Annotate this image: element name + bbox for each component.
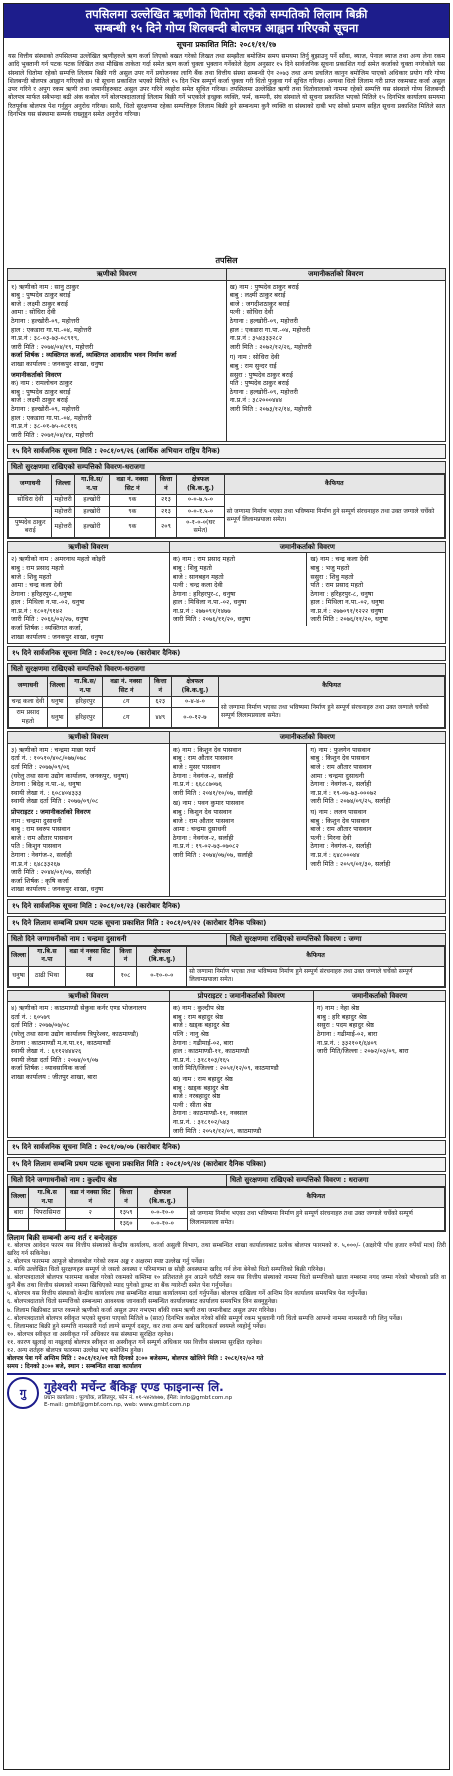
col-header: कैफियत: [224, 475, 444, 495]
detail-line: पति : राम प्रसाद महतो: [310, 581, 364, 590]
case-1-guarantor: [227, 269, 446, 441]
table-cell: ०-०-१०-०: [137, 1207, 187, 1218]
detail-line: घ) नाम : ललन पासवान: [310, 808, 367, 817]
detail-line: क) नाम : किशुन देव पासवान: [172, 745, 242, 754]
property-table-3: [7, 933, 446, 988]
detail-line: आमा : चन्द्रमा दुसाधनी: [310, 771, 364, 780]
terms-title: लिलाम बिक्री सम्बन्धी अन्य शर्त र बन्देजहरु: [7, 1233, 118, 1242]
detail-line: ना.प्र.नं : ३५४३३३२८२: [229, 334, 283, 343]
detail-line: दर्ता मिति : २०७७/०९/०६: [11, 763, 70, 772]
terms-item: २. बोलपत्र फारममा आफूले बोलकबोल गरेको रकम अङ्क र अक्षरमा स्पष्ट उल्लेख गर्नु पर्नेछ।: [7, 1258, 205, 1265]
col-header: गा.वि.स/न.पा: [74, 475, 109, 495]
detail-line: ख) नाम : चन्द्र कला देवी: [310, 555, 369, 564]
table-cell: २: [66, 1207, 115, 1218]
table-row: [9, 966, 445, 986]
col-header: वडा नं नक्सा सिट नं: [66, 1188, 115, 1208]
guarantor-heading: जमानीकर्ताको विवरण: [314, 991, 445, 1003]
case-4-borrower: [8, 991, 170, 1138]
property-table-title: धितो सुरक्षणमा राखिएको सम्पत्तिको विवरण-धराजगा: [8, 462, 445, 474]
header-line-2: सम्बन्धी १५ दिने गोप्य शिलबन्दी बोलपत्र आह्वान गरिएको सूचना: [94, 21, 359, 35]
detail-line: जारी मिति : २०६६/०२/२७, धनुषा: [11, 615, 89, 624]
detail-line: कर्जा शिर्षक : व्यक्तिगत कर्जा,: [11, 624, 83, 633]
case-3-guarantors: [170, 732, 445, 896]
table-cell: २१३: [155, 506, 177, 517]
detail-line: ना.प्र.नं : २७७०९१/१२२२ धनुषा: [310, 606, 384, 615]
col-header: कित्ता नं: [114, 946, 137, 966]
col-header: गा.बि.स/न.पा: [67, 677, 103, 697]
detail-line: हाल : एकडारा गा.पा.-०४, महोत्तरी: [229, 325, 311, 334]
detail-line: पत्नी : सीता श्रेष्ठ: [172, 1100, 212, 1109]
detail-line: ना.प्र.नं : ६४८०००४४: [310, 851, 360, 859]
table-cell: ०-०-१२-७: [171, 708, 218, 728]
table-cell: ९क: [110, 517, 155, 537]
detail-line: बाबु : किशुन देव पासवान: [310, 816, 370, 825]
detail-line: ठेगाना : नेवगंज-२, सर्लाही: [11, 851, 72, 859]
detail-line: बाजे : मुसर पासवान: [172, 763, 221, 772]
detail-line: ख) नाम : राम बहादुर श्रेष्ठ: [172, 1074, 233, 1083]
table-cell: ४४९: [149, 708, 171, 728]
terms-item: १२. अन्य शर्तहरु बोलपत्र फारममा उल्लेख भए बमोजिम हुनेछ।: [7, 1347, 144, 1355]
detail-line: ४) ऋणीको नाम : काठमाण्डौ सेकुवा कर्नर एण्ड भोजनालय: [11, 1004, 147, 1013]
detail-line: हाल : काठमाण्डौ-११, काठमाण्डौ: [172, 1047, 250, 1056]
detail-line: दर्ता नं. : ६०५७९: [11, 1012, 51, 1021]
detail-line: ठेगाना : नेवगंज-२, सर्लाही: [310, 780, 372, 789]
borrower-heading: ऋणीको विवरण: [8, 991, 169, 1003]
detail-line: बाजे : लक्ष्मी ठाकुर बराई: [11, 299, 68, 308]
detail-line: ससुरा : पदम बहादुर श्रेष्ठ: [316, 1021, 374, 1030]
detail-line: ख) नाम : पवन कुमार पासवान: [172, 799, 244, 808]
terms-item: ६. बोलपत्रदाताले धितो सम्पत्तिको सम्बन्धमा आवश्यक जानकारी सम्बन्धित कार्यालयबाट कार्यालय समयभित्र लिन सक्नुहुनेछ।: [7, 1298, 278, 1306]
detail-line: जारी मिति : २०४१/१०/०७, सर्लाही: [172, 788, 253, 797]
detail-line: ना.प्र.नं : ६६८८७०७६: [172, 780, 222, 789]
terms-item: ३. माथि उल्लेखित धितो सुरक्षणहरु सम्पूर्ण जे जस्तो अवस्था र परिमाणमा छ सोही अवस्थामा खरिद गर्न लेना बेनेको धितो सम्पत्तिको बिक्री गरिनेछ।: [7, 1266, 326, 1274]
col-header: क्षेत्रफल (बि.क.धु.): [137, 1188, 187, 1208]
intro-paragraph: यस वित्तीय संस्थाको तपसिलमा उल्लेखित ऋणीहरुले ऋण कर्जा लिएको बखत गरेको लिखत तथा सम्झौता बमोजिम समय समयमा तिर्नु बुझाउनु पर्ने साँवा, ब्याज, पेनाल ब्याज तथा अन्य लेना रकम आदि भुक्तानी गर्न पटक पटक लिखित तथा मौखिक ताकेता गर्दा समेत ऋण कर्जा चुक्ता भुक्तान गर्नेकोले देहाय अनुसार १५ दिने सार्वजनिक सूचना प्रकाशित गर्दा समेत कर्जाको चुक्ता नगरेकोले यस संस्थाले धितोमा रहेको सम्पत्ति लिलाम बिक्री गरी असुल उपर गर्ने प्रयोजनका लागि बैंक तथा वित्तीय संस्था सम्बन्धी ऐन २०७३ तथा अन्य प्रचलित कानुन बमोजिम पाएको अधिकार प्रयोग गरि गोप्य शिलबन्दी बोलपत्र आह्वान गरिएको छ। यो सूचना प्रकाशित भएको मितिले १५ दिन भित्र सम्पूर्ण कर्जा चुक्ता गरी धितो फुकुवा गर्न सूचित गरिन्छ। अन्यथा धितो लिलाम गरी प्राप्त रकमबाट कर्जा असुल उपर गरिने र अपुग रकम ऋणी तथा जमानीहरुबाट असुल उपर गरिने व्यहोरा समेत सूचित गरिन्छ। तपसिलमा उल्लेखित ऋणी तथा धितोवालाको नाममा रहेको सम्पत्ति यस संस्थाले गोप्य शिलबन्दी बोलपत्र मार्फत सबैभन्दा बढी अंक कबोल गर्ने बोलपत्रदातालाई लिलाम बिक्री गर्ने भएकोले इच्छुक व्यक्ति, फर्म, कम्पनी, संघ संस्थाले यो सूचना प्रकाशित भएको मितिले १५ दिनभित्र कार्यालय समयमा रितपूर्वक बोलपत्र पेश गर्नुहुन अनुरोध गरिन्छ। साथै, धितो सुरक्षणमा रहेका सम्पत्तिहरु लिलाम बिक्री हुने सम्बन्धमा कुनै व्यक्ति वा संस्थाको दाबी भए सोको प्रमाण सहित सूचना प्रकाशित मितिले सात दिनभित्र यस संस्थामा सम्पर्क राख्नुहुन समेत अनुरोध गरिन्छ।: [8, 53, 445, 119]
detail-line: हाल : मिथिला न.पा.-०२, धनुषा: [172, 598, 247, 607]
col-header: वडा नं नक्सा सिट नं: [65, 946, 114, 966]
case-1-block: [7, 268, 446, 442]
company-address: प्रधान कार्यालय : पुल्चोक, ललितपुर, फोन नं. ०१-५४२४७७७, ईमेल: info@gmbf.com.np: [44, 1394, 233, 1401]
guarantor-heading: जमानीकर्ताको विवरण: [170, 732, 445, 744]
remark-cell: सो जग्गामा निर्माण भएका तथा भविष्यमा निर्माण हुने सम्पूर्ण संरचनाहरु तथा उक्त जग्गाले चर्चेको सम्पूर्ण लिलामप्रयाला समेत।: [224, 495, 444, 538]
detail-line: हाल : एकडारा गा.पा.-०४, महोत्तरी: [11, 325, 92, 334]
detail-line: आमा : चन्द्रमा दुसाधनी: [172, 825, 227, 834]
detail-line: बाजे : नरबहादुर श्रेष्ठ: [172, 1092, 221, 1101]
table-cell: हल्खोरी: [74, 495, 109, 506]
remark-cell: सो जग्गामा निर्माण भएका तथा भविष्यमा निर्माण हुने सम्पूर्ण संरचनाहरु तथा उक्त जग्गाले चर्चेको सम्पूर्ण लिलामप्रयाला समेत।: [187, 1207, 444, 1230]
terms-item: १. बोलपत्र आवेदन फारम यस वित्तीय संस्थाको केन्द्रीय कार्यालय, कर्जा असुली विभाग, तथा सम्बन्धित शाखा कार्यालयबाट प्रत्येक बोलपत्र फारमको रु. ५,०००/- (अक्षरेपी पाँच हजार रुपैयाँ मात्र) तिरी खरिद गर्न सकिनेछ।: [7, 1241, 446, 1257]
detail-line: कर्जा शिर्षक : व्यावसायिक कर्जा: [11, 1064, 86, 1073]
detail-line: क) नाम : कुल्दीप श्रेष्ठ: [172, 1004, 225, 1013]
submission-place: समय : दिनको ३:०० बजे, स्थान : सम्बन्धित शाखा कार्यालय: [7, 1363, 142, 1371]
notice-3b: १५ दिने लिलाम सम्बन्धि प्रथम पटक सूचना प्रकाशित मिति : २०८१/०९/२२ (कारोबार दैनिक पत्रिका): [7, 916, 446, 931]
detail-line: बाबु : शिवु महतो: [172, 563, 212, 572]
table-cell: हल्खोरी: [74, 506, 109, 517]
detail-line: आमा : सोधिरा देवी: [11, 308, 56, 317]
detail-line: बाबु : पुष्पदेव ठाकुर बराई: [11, 291, 71, 300]
terms-item: ८. बोलपत्रदाताले बोलपत्र स्वीकृत भएको सूचना पाएको मितिले ७ (सात) दिनभित्र कबोल गरेको बाँकी सम्पूर्ण रकम भुक्तानी गरी धितो सम्पत्ति आफ्नो नाममा नामसारी गरी लिनु पर्नेछ।: [7, 1314, 403, 1322]
detail-line: बाबु : राम सुन्दर राई: [229, 361, 277, 370]
detail-line: ना.प्र.नं : १८०१/९१४२: [11, 606, 63, 615]
detail-line: क) नाम : राम प्रसाद महतो: [172, 555, 236, 564]
col-header: क्षेत्रफल (बि.क.धु.): [177, 475, 224, 495]
detail-line: ना.प्र.नं : ३८२०००४४४: [229, 396, 283, 405]
detail-line: जारी मिति : २०७६/११/२०, धनुषा: [172, 615, 251, 624]
col-header: गा.बि.स न.पा: [29, 946, 66, 966]
property-owner-title: धितो दिने जग्गाधनीको नाम : चन्द्रमा दुसाधनी: [8, 934, 227, 945]
table-cell: ८ग: [103, 708, 149, 728]
detail-line: ठेगाना : हल्खोरी-०९, महोत्तरी: [11, 404, 80, 413]
publish-date: सूचना प्रकाशित मिति: २०८१/११/१७: [176, 40, 277, 49]
table-cell: २१३: [155, 495, 177, 506]
table-cell: बारा: [9, 1207, 29, 1218]
detail-line: कर्जा शिर्षक : व्यक्तिगत कर्जा, व्यक्तिगत आवासीय भवन निर्माण कर्जा: [11, 351, 177, 360]
table-cell: स्ख: [65, 966, 114, 986]
table-cell: हरिहरपुर: [67, 697, 103, 708]
detail-line: बाबु : खड्क बहादुर श्रेष्ठ: [172, 1083, 229, 1092]
detail-line: ठेगाना : बिदेह न.पा.-४, धनुषा: [11, 780, 81, 789]
col-header: जग्गाधनी: [9, 677, 48, 697]
property-table-4: [7, 1174, 446, 1232]
guarantor-heading: जमानीकर्ताको विवरण: [170, 542, 445, 554]
detail-line: ना.प्र.नं : ६४८३३२६७: [11, 859, 61, 868]
table-cell: ८ग: [103, 697, 149, 708]
table-cell: पुष्पदेव ठाकुर बराई: [9, 517, 52, 537]
tafsil-heading: तपसिल: [215, 256, 238, 265]
col-header: जिल्ला: [9, 946, 29, 966]
detail-line: बाबु : पुष्पदेव ठाकुर बराई: [11, 387, 71, 396]
table-cell: [9, 506, 52, 517]
detail-line: ससुरा : शिवु महतो: [310, 572, 354, 581]
detail-line: ना.प्र.नं. : ३१८१०३/१६५: [172, 1055, 230, 1064]
detail-line: कर्जा शिर्षक : कृषि कर्जा: [11, 876, 69, 885]
detail-line: जारी मिति/जिल्ला : २०७२/०३/०९, बारा: [316, 1047, 409, 1056]
detail-line: ग) नाम : नेहा श्रेष्ठ: [316, 1004, 360, 1013]
detail-line: ठेगाना : हरिहरपुर-८,धनुषा: [11, 589, 72, 598]
detail-line: बाबु : राम स्वरुप पासवान: [11, 825, 71, 834]
detail-line: बाजे : शिवु महतो: [11, 572, 52, 581]
case-3-block: [7, 731, 446, 897]
detail-line: बाजे : राम औतार पासवान: [11, 833, 73, 842]
case-2-borrower: [8, 542, 170, 644]
table-cell: १०८: [114, 966, 137, 986]
detail-line: शाखा कार्यालय : जीतपुर शाखा, बारा: [11, 1072, 97, 1081]
detail-line: नाम : चन्द्रमा दुसाधनी: [11, 816, 62, 825]
detail-line: बाजे : राम औतार पासवान: [310, 763, 372, 772]
company-name: गुहेश्वरी मर्चेन्ट बैंकिङ्ग एण्ड फाइनान्स लि.: [44, 1379, 224, 1394]
detail-line: ससुरा : पुष्पदेव ठाकुर बराई: [229, 370, 293, 379]
detail-line: ठेगाना : गढीमाई-०२, बारा: [172, 1038, 234, 1047]
case-2-block: [7, 541, 446, 645]
detail-line: जारी मिति : २०७४/०९/२५, सर्लाही: [310, 797, 391, 806]
property-table-2: [7, 663, 446, 729]
notice-4a: १५ दिने सार्वजनिक सूचना मिति : २०८१/०७/०७ (कारोबार दैनिक): [7, 1140, 446, 1155]
detail-line: दर्ता मिति : २०७७/०७/०८: [11, 1021, 70, 1030]
detail-line: जारी मिति : २०७४/०४/१९, महोत्तरी: [11, 342, 94, 351]
col-header: वडा नं. नक्सा सिट नं: [110, 475, 155, 495]
case-3-guarantor-a: [170, 744, 308, 870]
detail-line: बाजे : राम औतार पासवान: [172, 816, 234, 825]
proprietor-heading: प्रोपराइटर : जमानीकर्ताको विवरण: [11, 808, 91, 817]
footer: [7, 1373, 446, 1409]
col-header: क्षेत्रफल (बि.क.धु.): [137, 946, 187, 966]
table-cell: [29, 1219, 66, 1230]
detail-line: ना.प्र.नं : ३८-०१-७५-०८११६: [11, 422, 78, 431]
table-cell: हरिहरपुर: [67, 708, 103, 728]
terms-item: ९. लिलामबाट बिक्री हुने सम्पत्ति नामसारी गर्दा लाग्ने सम्पूर्ण दस्तुर, कर तथा अन्य खर्च खरिदकर्ता स्वयम्ले व्यहोर्नु पर्नेछ।: [7, 1322, 266, 1330]
detail-line: हाल : मिथिला न.पा.-०२, धनुषा: [11, 598, 85, 607]
case-4-guarantor: [314, 991, 445, 1138]
detail-line: जारी मिति : २०७१/०४/१४, महोत्तरी: [11, 430, 94, 439]
detail-line: ठेगाना : काठमाण्डौं म.न.पा.११, काठमाण्डौं: [11, 1038, 111, 1047]
detail-line: बाबु : भजु महतो: [310, 563, 350, 572]
case-4-proprietor: [170, 991, 314, 1138]
table-cell: महोत्तरी: [52, 506, 74, 517]
detail-line: जारी मिति : २०७२/१२/२६, महोत्तरी: [229, 342, 312, 351]
table-cell: धनुषा: [9, 966, 29, 986]
case-3-borrower: [8, 732, 170, 896]
table-cell: ०-४-४-०: [171, 697, 218, 708]
detail-line: ठेगाना : गढीमाई-०२, बारा: [316, 1029, 378, 1038]
notice-page: [3, 3, 450, 1770]
detail-line: बाबु : राम बहादुर श्रेष्ठ: [172, 1012, 224, 1021]
terms-item: ४. बोलपत्रदाताले बोलपत्र फारममा कबोल गरेको रकमको कम्तिमा १० प्रतिशतले हुन आउने धरौटी रकम यस वित्तीय संस्थाको नाममा धितो सम्पत्तिको खाता नम्बरमा नगद जम्मा गरेको भौचरको प्रति वा कुनै बैंक तथा वित्तीय संस्थाको नाममा खिचिएको म्याद पुगेको ड्राफ्ट वा बैंक ग्यारेन्टी समेत पेश गर्नुपर्नेछ।: [7, 1274, 446, 1290]
detail-line: स्थायी लेखा दर्ता मिति : २०७४/०९/०७: [11, 1055, 99, 1064]
table-cell: धनुषा: [47, 708, 67, 728]
detail-line: जारी मिति : २०७३/१२/१४, महोत्तरी: [229, 404, 312, 413]
detail-line: ग) नाम : फुलगेन पासवान: [310, 745, 371, 754]
col-header: जिल्ला: [52, 475, 74, 495]
detail-line: जारी मिति/जिल्ला : २०५१/१२/०९, काठमाण्डौ: [172, 1064, 279, 1073]
company-logo-icon: गु: [7, 1377, 39, 1409]
table-row: [9, 697, 445, 708]
notice-1: १५ दिने सार्वजनिक सूचना मिति : २०८१/०९/२६ (आर्थिक अभियान राष्ट्रिय दैनिक): [7, 444, 446, 459]
property-table-title: धितो सुरक्षणमा राखिएको सम्पत्तिको विवरण : धराजगा: [230, 1176, 369, 1185]
detail-line: ना.प्र.नं : २७७०९१/१४७७: [172, 606, 231, 615]
detail-line: (घरेलु तथा साना उद्योग कार्यालय, जनकपुर, धनुषा): [11, 771, 129, 780]
col-header: कित्ता नं: [155, 475, 177, 495]
company-web: E-mail: gmbf@gmbf.com.np, web: www.gmbf.com.np: [44, 1401, 191, 1408]
detail-line: पत्नि : नानु श्रेष्ठ: [172, 1029, 209, 1038]
terms-item: ११. कारण खुलाई वा नखुलाई बोलपत्र स्वीकृत वा अस्वीकृत गर्ने सम्पूर्ण अधिकार यस वित्तीय संस्थामा सुरक्षित रहनेछ।: [7, 1338, 262, 1346]
notice-3a: १५ दिने सार्वजनिक सूचना मिति : २०८१/०१/२३ (कारोबार दैनिक): [7, 899, 446, 914]
property-owner-title: धितो दिने जग्गाधनीको नाम : कुल्दीप श्रेष्ठ: [8, 1175, 227, 1186]
detail-line: बाबु : हरि बहादुर श्रेष्ठ: [316, 1012, 367, 1021]
table-cell: ठाढी भिथा: [29, 966, 66, 986]
detail-line: ठेगाना : नेवगंज-२, सर्लाही: [310, 842, 372, 851]
case-4-block: [7, 990, 446, 1139]
detail-line: ३) ऋणीको नाम : चन्द्रमा माछा फार्म: [11, 745, 96, 754]
detail-line: ना.प्र.नं. : ३३२१०१/६४०९: [316, 1038, 377, 1047]
case-2-guarantor-a: [170, 553, 308, 626]
remark-cell: सो जग्गामा निर्माण भएका तथा भविष्यमा निर्माण हुने सम्पूर्ण संरचनाहरु तथा उक्त जग्गाले चर्चेको सम्पूर्ण लिलामप्रयाला समेत।: [219, 697, 445, 728]
submission-deadline: बोलपत्र पेश गर्ने अन्तिम मिति : २०८१/१२/०१ गते दिनको ३:०० बजेसम्म, बोलपत्र खोलिने मिति : २०८१/१२/०२ गते: [7, 1355, 264, 1363]
table-cell: ०-१-०-०(घर समेत): [177, 517, 224, 537]
col-header: जग्गाधनी: [9, 475, 52, 495]
col-header: जिल्ला: [9, 1188, 29, 1208]
detail-line: बाजे : जगदीशठाकुर बराई: [229, 299, 290, 308]
detail-line: शाखा कार्यालय : जनकपुर शाखा, धनुषा: [11, 885, 104, 894]
col-header: कैफियत: [219, 677, 445, 697]
table-cell: १३६०: [115, 1219, 138, 1230]
table-cell: ०-०-१.५-०: [177, 506, 224, 517]
detail-line: जारी मिति : २०४४/०१/०७, सर्लाही: [11, 868, 91, 877]
detail-line: ख) नाम : पुष्पदेव ठाकुर बराई: [229, 282, 299, 291]
terms-item: ७. लिलाम बिक्रीबाट प्राप्त रकमले ऋणीको कर्जा असुल उपर नभएमा बाँकी रकम ऋणी तथा जमानीबाट असुल उपर गरिनेछ।: [7, 1306, 277, 1314]
detail-line: ना.प्र.नं : १९-०२-७३-०७०८२: [172, 842, 239, 851]
detail-line: पति : किशुन पासवान: [11, 842, 61, 851]
table-cell: चन्द्र कला देवी: [9, 697, 48, 708]
borrower-heading: ऋणीको विवरण: [8, 269, 226, 281]
detail-line: ठेगाना : हल्खोरी-०९, महोत्तरी: [11, 316, 80, 325]
detail-line: बाबु : किशुन देव पासवान: [310, 754, 370, 763]
property-table-title: धितो सुरक्षणमा राखिएको सम्पत्तिको विवरण : जग्गा: [230, 934, 362, 943]
col-header: कैफियत: [187, 946, 445, 966]
table-cell: ६२३: [149, 697, 171, 708]
detail-line: पति : पुष्पदेव ठाकुर बराई: [229, 379, 289, 388]
detail-line: जारी मिति : २०७६/११/२०, धनुषा: [310, 615, 388, 624]
detail-line: स्थायी लेखा नं. : ६०८४०४३३३: [11, 788, 82, 797]
detail-line: ठेगाना : काठमाण्डौ-११, नक्साल: [172, 1109, 248, 1118]
detail-line: हाल : एकडारा गा.पा.-०४, महोत्तरी: [11, 413, 92, 422]
detail-line: जारी मिति : २०७४/०७/०७, सर्लाही: [172, 851, 253, 859]
case-3-guarantor-b: [307, 744, 445, 870]
table-cell: ९क: [110, 495, 155, 506]
borrower-heading: ऋणीको विवरण: [8, 542, 169, 554]
detail-line: जारी मिति : २०५९/०१/३०, सर्लाही: [310, 859, 391, 868]
detail-line: ठेगाना : नेवगंज-२, सर्लाही: [172, 771, 234, 780]
property-table-title: धितो सुरक्षणमा राखिएको सम्पत्तिको विवरण-धराजगा: [8, 664, 445, 676]
detail-line: बाजे : खड्क बहादुर श्रेष्ठ: [172, 1021, 230, 1030]
table-cell: धनुषा: [47, 697, 67, 708]
table-cell: ९क: [110, 506, 155, 517]
detail-line: ठेगाना : हरिहरपुर-८, धनुषा: [172, 589, 236, 598]
detail-line: स्थायी लेखा दर्ता मिति : २०७७/०९/०८: [11, 797, 99, 806]
table-cell: १३५९: [115, 1207, 138, 1218]
detail-line: ठेगाना : हल्खोरी-०९, महोत्तरी: [229, 316, 298, 325]
col-header: गा.बि.स न.पा: [29, 1188, 66, 1208]
detail-line: बाजे : सानबहन महतो: [172, 572, 224, 581]
col-header: वडा नं. नक्सा सिट नं: [103, 677, 149, 697]
detail-line: पत्नी : चन्द्र कला देवी: [172, 581, 223, 590]
table-row: [9, 495, 445, 506]
table-row: [9, 1207, 445, 1218]
guarantor-subheading: जमानीकर्ताको विवरण: [11, 370, 62, 379]
case-2-guarantor-b: [307, 553, 445, 626]
detail-line: ना.प्र.नं : ३८-०३-७३-०८९१९,: [11, 334, 80, 343]
detail-line: दर्ता नं. : १०५१०/४०८/०७७/०७८: [11, 754, 87, 763]
header-line-1: तपसिलमा उल्लेखित ऋणीको धितोमा रहेको सम्पतिको लिलाम बिक्री: [85, 7, 368, 21]
notice-header: [4, 4, 449, 38]
remark-cell: सो जग्गामा निर्माण भएका तथा भविष्यमा निर्माण हुने सम्पूर्ण संरचनाहरु तथा उक्त जग्गाले चर्चेको सम्पूर्ण लिलामप्रयाला समेत।: [187, 966, 445, 986]
table-cell: सोधिरा देवी: [9, 495, 52, 506]
table-cell: [66, 1219, 115, 1230]
table-cell: राम प्रसाद महतो: [9, 708, 48, 728]
detail-line: हाल : मिथिला न.पा.-०२, धनुषा: [310, 598, 384, 607]
detail-line: पत्नी : सोधिरा देवी: [229, 308, 273, 317]
table-cell: पिपरासिमरा: [29, 1207, 66, 1218]
detail-line: ना.प्र.नं : १९-०७-७३-०००७२: [310, 788, 377, 797]
detail-line: शाखा कार्यालय : जनकपुर शाखा, धनुषा: [11, 632, 104, 641]
terms-section: [7, 1234, 446, 1372]
detail-line: ना.प्र.नं. : ३१८१०२/५४३: [172, 1117, 230, 1126]
table-cell: [9, 1219, 29, 1230]
detail-line: बाबु : राम औतार पासवान: [172, 754, 233, 763]
table-cell: २०९: [155, 517, 177, 537]
notice-2: १५ दिने सार्वजनिक सूचना मिति : २०८१/१०/०७ (कारोबार दैनिक): [7, 646, 446, 661]
detail-line: ग) नाम : सोधिरा देवी: [229, 353, 280, 362]
col-header: कैफियत: [187, 1188, 444, 1208]
table-cell: महोत्तरी: [52, 517, 74, 537]
col-header: जिल्ला: [47, 677, 67, 697]
col-header: कित्ता नं: [115, 1188, 138, 1208]
borrower-heading: ऋणीको विवरण: [8, 732, 169, 744]
detail-line: बाजे : लक्ष्मी ठाकुर बराई: [11, 396, 68, 405]
table-cell: ०-१०-०-०: [137, 966, 187, 986]
guarantor-heading: जमानीकर्ताको विवरण: [227, 269, 446, 281]
notice-4b: १५ दिने लिलाम सम्बन्धि प्रथम पटक सूचना प्रकाशित मिति : २०८१/०९/२४ (कारोबार दैनिक पत्रिका): [7, 1157, 446, 1172]
detail-line: बाजे : राम औतार पासवान: [310, 825, 372, 834]
case-2-guarantors: [170, 542, 445, 644]
detail-line: शाखा कार्यालय : जनकपुर शाखा, धनुषा: [11, 359, 104, 368]
detail-line: ठेगाना : हरिहरपुर-८, धनुषा: [310, 589, 374, 598]
detail-line: बाबु : किशुन देव पासवान: [172, 808, 232, 817]
detail-line: बाबु : लक्ष्मी ठाकुर बराई: [229, 291, 286, 300]
detail-line: जारी मिति : २०५१/१२/०९, काठमाण्डौ: [172, 1126, 262, 1135]
table-cell: ०-०-७.५-०: [177, 495, 224, 506]
terms-item: १०. बोलपत्र स्वीकृत वा अस्वीकृत गर्ने अधिकार यस संस्थामा सुरक्षित रहनेछ।: [7, 1330, 174, 1338]
terms-item: ५. बोलपत्र यस वित्तीय संस्थाको केन्द्रीय कार्यालय तथा सम्बन्धित शाखा कार्यालयमा दर्ता गर्नुपर्नेछ। बोलपत्र दाखिला गर्ने अन्तिम दिन कार्यालय समयभित्र पेश गर्नुपर्नेछ।: [7, 1290, 368, 1298]
proprietor-heading: प्रोपराइटर : जमानीकर्ताको विवरण: [170, 991, 313, 1003]
detail-line: १) ऋणीको नाम : सानु ठाकुर: [11, 282, 79, 291]
detail-line: बाबु : राम प्रसाद महतो: [11, 563, 64, 572]
detail-line: (घरेलु तथा साना उद्योग कार्यालय त्रिपुरेश्वर, काठमाण्डौ): [11, 1029, 139, 1038]
detail-line: क) नाम : रामलोचन ठाकुर: [11, 379, 73, 388]
detail-line: २) ऋणीको नाम : अमरनाथ महतो कोइरी: [11, 555, 106, 564]
table-cell: ०-०-१०-०: [137, 1219, 187, 1230]
detail-line: आमा : चन्द्र कला देवी: [11, 581, 63, 590]
col-header: कित्ता नं: [149, 677, 171, 697]
col-header: क्षेत्रफल (बि.क.धु.): [171, 677, 218, 697]
detail-line: पत्नी : मिरना देवी: [310, 833, 352, 842]
detail-line: ठेगाना : हल्खोरी-०९, महोत्तरी: [229, 387, 298, 396]
property-table-1: [7, 461, 446, 538]
detail-line: स्थायी लेखा नं. : ६११२४४४२६: [11, 1047, 82, 1056]
table-cell: महोत्तरी: [52, 495, 74, 506]
detail-line: ठेगाना : नेवगंज-२, सर्लाही: [172, 833, 234, 842]
table-cell: हल्खोरी: [74, 517, 109, 537]
case-1-borrower: [8, 269, 227, 441]
